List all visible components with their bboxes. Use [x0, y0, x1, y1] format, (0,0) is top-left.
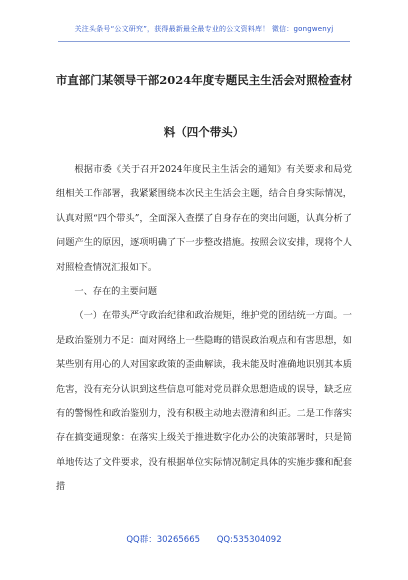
section-heading: 一、存在的主要问题 — [74, 286, 158, 298]
document-title-line-1: 市直部门某领导干部2024年度专题民主生活会对照检查材 — [55, 73, 353, 87]
document-title-line-2: 料（四个带头） — [163, 125, 245, 139]
paragraph-issue-1: （一）在带头严守政治纪律和政治规矩，维护党的团结统一方面。一是政治鉴别力不足：面对网络上一些隐晦的错误政治观点和有害思想，如某些别有用心的人对国家政策的歪曲解读，我未能及时准确地识别其本质危害，没有充分认识到这些信息可能对党员群众思想造成的误导，缺乏应有的警惕性和政治鉴别力，没有积极主动地去澄清和纠正。二是工作落实存在搞变通现象：在落实上级关于推进数字化办公的决策部署时，只是简单地传达了文件要求，没有根据单位实际情况制定具体的实施步骤和配套措 — [56, 310, 352, 493]
footer-contact: QQ群：30265665 QQ:535304092 — [126, 535, 282, 545]
document-body — [56, 158, 352, 500]
header-banner: 关注头条号“公文研究”，获得最新最全最专业的公文资料库！ 微信：gongwenyj — [74, 25, 334, 33]
paragraph-intro: 根据市委《关于召开2024年度民主生活会的通知》有关要求和局党组相关工作部署，我紧紧围绕本次民主生活会主题，结合自身实际情况，认真对照“四个带头”，全面深入查摆了自身存在的突出问题，认真分析了问题产生的原因，逐项明确了下一步整改措施。按照会议安排，现将个人对照检查情况汇报如下。 — [56, 164, 352, 273]
header-divider — [58, 41, 350, 42]
